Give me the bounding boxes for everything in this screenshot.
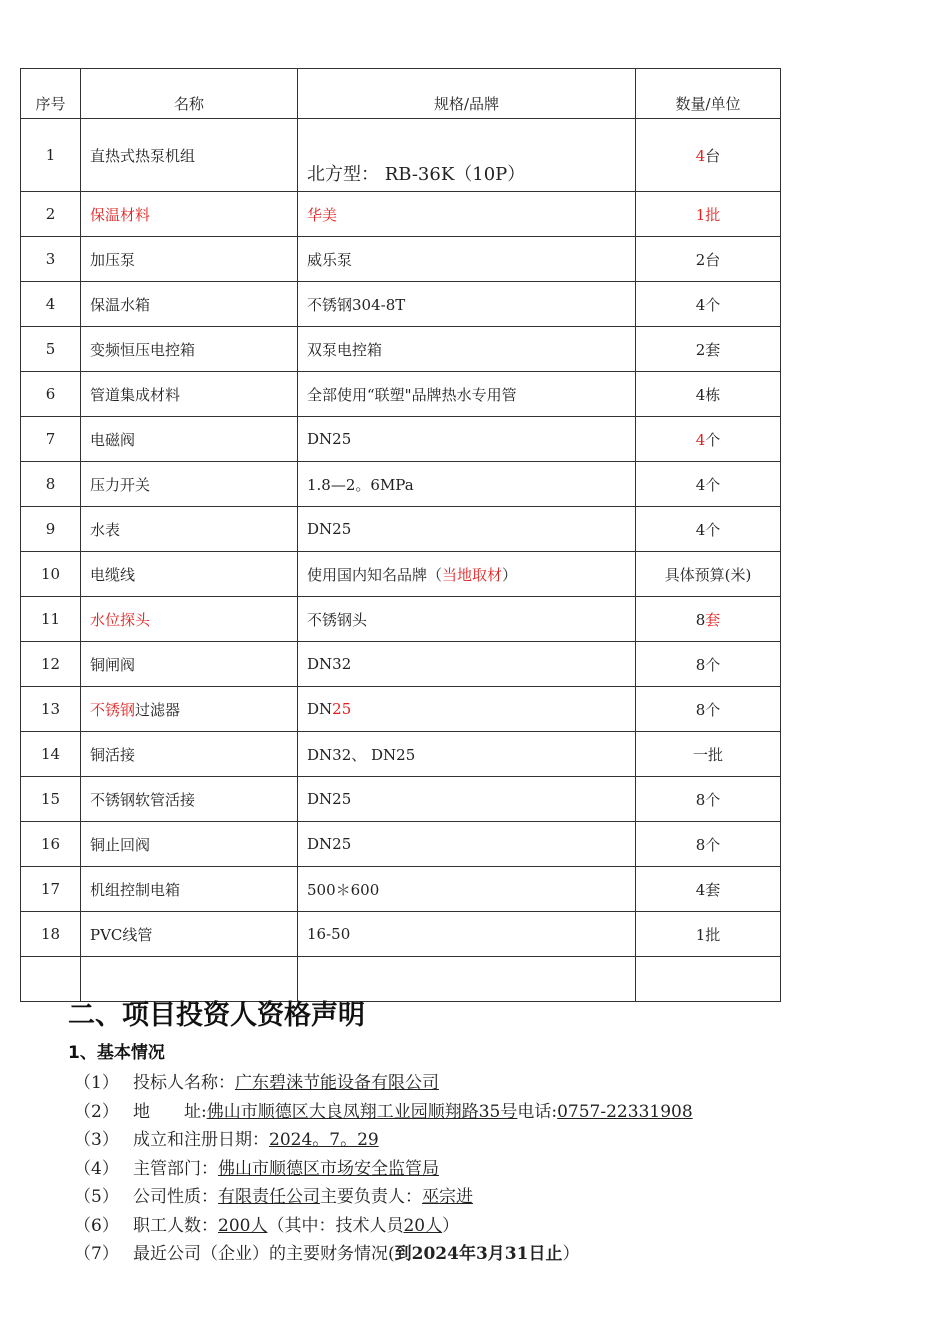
row-qty bbox=[636, 417, 781, 462]
item-index: （5） bbox=[74, 1187, 119, 1207]
row-qty: 8个 bbox=[636, 777, 781, 822]
row-spec: 不锈钢304-8T bbox=[298, 282, 636, 327]
row-qty: 4个 bbox=[636, 462, 781, 507]
header-no: 序号 bbox=[21, 69, 81, 119]
row-no: 17 bbox=[21, 867, 81, 912]
row-no: 5 bbox=[21, 327, 81, 372]
row-qty: 1批 bbox=[636, 912, 781, 957]
row-qty: 8个 bbox=[636, 687, 781, 732]
row-name: 不锈钢软管活接 bbox=[81, 777, 298, 822]
row-name: 铜活接 bbox=[81, 732, 298, 777]
row-no: 10 bbox=[21, 552, 81, 597]
item-label: ） bbox=[442, 1215, 460, 1236]
row-name: 水表 bbox=[81, 507, 298, 552]
row-name: 电磁阀 bbox=[81, 417, 298, 462]
table-row bbox=[21, 192, 781, 237]
item-label: （其中：技术人员 bbox=[267, 1215, 404, 1236]
item-label: 电话: bbox=[517, 1101, 558, 1122]
table-row bbox=[21, 777, 781, 822]
row-qty bbox=[636, 119, 781, 192]
row-spec: 威乐泵 bbox=[298, 237, 636, 282]
header-qty: 数量/单位 bbox=[636, 69, 781, 119]
row-no: 8 bbox=[21, 462, 81, 507]
qty-number: 8 bbox=[695, 610, 706, 629]
info-line-date bbox=[68, 1126, 928, 1155]
item-value: 有限责任公司 bbox=[218, 1187, 320, 1207]
table-row bbox=[21, 912, 781, 957]
row-name: 机组控制电箱 bbox=[81, 867, 298, 912]
item-value: 佛山市顺德区市场安全监管局 bbox=[218, 1158, 439, 1179]
row-name: 铜闸阀 bbox=[81, 642, 298, 687]
qty-unit: 套 bbox=[705, 610, 721, 629]
table-row bbox=[21, 867, 781, 912]
table-row bbox=[21, 687, 781, 732]
item-index: （6） bbox=[74, 1215, 119, 1236]
table-row bbox=[21, 732, 781, 777]
item-label: 公司性质： bbox=[133, 1187, 218, 1207]
table-row bbox=[21, 822, 781, 867]
row-spec: DN25 bbox=[298, 777, 636, 822]
qualification-section bbox=[68, 995, 928, 1269]
item-label: 主要负责人： bbox=[320, 1187, 422, 1207]
row-no: 12 bbox=[21, 642, 81, 687]
row-spec: DN25 bbox=[298, 822, 636, 867]
row-qty bbox=[636, 597, 781, 642]
equipment-table bbox=[20, 68, 781, 1002]
table-row bbox=[21, 372, 781, 417]
row-no: 3 bbox=[21, 237, 81, 282]
row-no: 18 bbox=[21, 912, 81, 957]
row-spec: 北方型： RB-36K（10P） bbox=[298, 119, 636, 192]
row-name: 加压泵 bbox=[81, 237, 298, 282]
info-line-staff bbox=[68, 1212, 928, 1241]
row-name: PVC线管 bbox=[81, 912, 298, 957]
table-row bbox=[21, 237, 781, 282]
row-no: 15 bbox=[21, 777, 81, 822]
row-no: 9 bbox=[21, 507, 81, 552]
row-qty: 8个 bbox=[636, 642, 781, 687]
row-name: 压力开关 bbox=[81, 462, 298, 507]
row-spec: DN25 bbox=[298, 507, 636, 552]
table-row bbox=[21, 462, 781, 507]
qty-number: 4 bbox=[695, 146, 706, 165]
table-row bbox=[21, 507, 781, 552]
row-spec bbox=[298, 552, 636, 597]
header-name: 名称 bbox=[81, 69, 298, 119]
row-qty: 2套 bbox=[636, 327, 781, 372]
row-spec: 1.8—2。6MPa bbox=[298, 462, 636, 507]
spec-part: 使用国内知名品牌（ bbox=[307, 565, 443, 584]
row-spec: 华美 bbox=[298, 192, 636, 237]
row-qty: 4套 bbox=[636, 867, 781, 912]
table-row bbox=[21, 642, 781, 687]
row-spec: 双泵电控箱 bbox=[298, 327, 636, 372]
item-label: 最近公司（企业）的主要财务情况( bbox=[133, 1244, 395, 1264]
section-subtitle: 1、基本情况 bbox=[68, 1043, 165, 1063]
item-index: （2） bbox=[74, 1101, 119, 1122]
qty-unit: 个 bbox=[705, 430, 721, 449]
row-qty: 4栋 bbox=[636, 372, 781, 417]
row-name bbox=[81, 687, 298, 732]
row-no: 7 bbox=[21, 417, 81, 462]
row-spec: DN32、 DN25 bbox=[298, 732, 636, 777]
row-name: 保温水箱 bbox=[81, 282, 298, 327]
row-spec: DN25 bbox=[298, 417, 636, 462]
item-label: 成立和注册日期： bbox=[133, 1130, 269, 1150]
row-spec: DN32 bbox=[298, 642, 636, 687]
row-name: 铜止回阀 bbox=[81, 822, 298, 867]
item-value: 2024。7。29 bbox=[269, 1130, 379, 1150]
row-no: 13 bbox=[21, 687, 81, 732]
item-label: 职工人数： bbox=[133, 1215, 218, 1236]
row-no: 6 bbox=[21, 372, 81, 417]
info-line-bidder bbox=[68, 1069, 928, 1098]
table-row bbox=[21, 597, 781, 642]
item-bold: 到2024年3月31日止 bbox=[394, 1244, 563, 1264]
spec-highlight: 当地取材 bbox=[442, 565, 503, 584]
item-index: （3） bbox=[74, 1130, 119, 1150]
spec-part: ） bbox=[502, 565, 518, 584]
table-row bbox=[21, 417, 781, 462]
info-line-address bbox=[68, 1098, 928, 1127]
row-spec: 500＊600 bbox=[298, 867, 636, 912]
qty-number: 4 bbox=[695, 430, 706, 449]
item-value: 巫宗进 bbox=[422, 1187, 473, 1207]
row-qty: 4个 bbox=[636, 282, 781, 327]
row-no: 14 bbox=[21, 732, 81, 777]
row-no: 11 bbox=[21, 597, 81, 642]
name-part: 过滤器 bbox=[135, 700, 181, 719]
row-spec: 全部使用“联塑"品牌热水专用管 bbox=[298, 372, 636, 417]
row-qty: 8个 bbox=[636, 822, 781, 867]
table-row bbox=[21, 282, 781, 327]
row-name: 直热式热泵机组 bbox=[81, 119, 298, 192]
qty-unit: 台 bbox=[705, 146, 721, 165]
table-row bbox=[21, 119, 781, 192]
item-label: 主管部门： bbox=[133, 1158, 218, 1179]
row-spec: 不锈钢头 bbox=[298, 597, 636, 642]
item-label: 地 址: bbox=[133, 1101, 207, 1122]
row-name: 变频恒压电控箱 bbox=[81, 327, 298, 372]
item-value: 200人 bbox=[218, 1215, 268, 1236]
row-qty: 2台 bbox=[636, 237, 781, 282]
row-spec: 16-50 bbox=[298, 912, 636, 957]
row-qty: 4个 bbox=[636, 507, 781, 552]
item-value: 广东碧涞节能设备有限公司 bbox=[235, 1073, 439, 1093]
item-index: （7） bbox=[74, 1244, 119, 1264]
table-row bbox=[21, 552, 781, 597]
row-no: 16 bbox=[21, 822, 81, 867]
row-qty: 具体预算(米) bbox=[636, 552, 781, 597]
row-name: 电缆线 bbox=[81, 552, 298, 597]
table-header-row bbox=[21, 69, 781, 119]
info-line-company-type bbox=[68, 1183, 928, 1212]
info-line-department bbox=[68, 1155, 928, 1184]
row-no: 4 bbox=[21, 282, 81, 327]
row-qty: 1批 bbox=[636, 192, 781, 237]
item-index: （4） bbox=[74, 1158, 119, 1179]
spec-highlight: 25 bbox=[332, 700, 352, 718]
row-name: 水位探头 bbox=[81, 597, 298, 642]
row-qty: 一批 bbox=[636, 732, 781, 777]
header-spec: 规格/品牌 bbox=[298, 69, 636, 119]
item-label: 投标人名称： bbox=[133, 1073, 235, 1093]
item-label: ） bbox=[562, 1244, 580, 1264]
item-value: 20人 bbox=[403, 1215, 443, 1236]
item-value: 佛山市顺德区大良凤翔工业园顺翔路35号 bbox=[206, 1101, 518, 1122]
row-name: 保温材料 bbox=[81, 192, 298, 237]
row-spec bbox=[298, 687, 636, 732]
item-value: 0757-22331908 bbox=[557, 1101, 693, 1122]
item-index: （1） bbox=[74, 1073, 119, 1093]
table-row bbox=[21, 327, 781, 372]
section-title: 二、项目投资人资格声明 bbox=[68, 1000, 365, 1031]
row-no: 1 bbox=[21, 119, 81, 192]
row-name: 管道集成材料 bbox=[81, 372, 298, 417]
info-line-finance bbox=[68, 1240, 928, 1269]
name-highlight: 不锈钢 bbox=[90, 700, 136, 719]
spec-part: DN bbox=[307, 700, 333, 718]
row-no: 2 bbox=[21, 192, 81, 237]
